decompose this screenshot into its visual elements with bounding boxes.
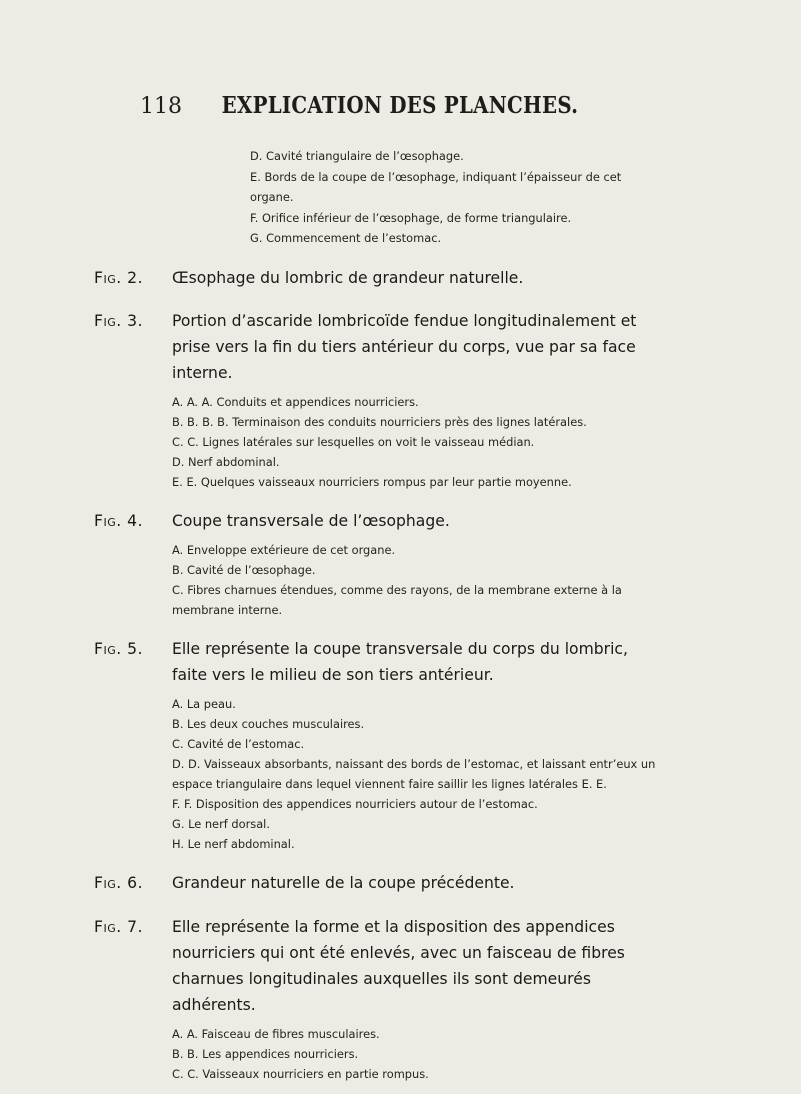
running-title: EXPLICATION DES PLANCHES. [221,92,579,119]
figure-number: 6. [127,873,144,892]
figure-caption: Coupe transversale de l’œsophage. [172,511,450,530]
figure-heading [94,914,662,1018]
legend-item: F. Orifice inférieur de l’œsophage, de forme triangulaire. [250,210,572,225]
figure-caption: Elle représente la coupe transversale du corps du lombric, faite vers le milieu de son tiers antérieur. [172,639,628,684]
figure-label [94,265,172,291]
legend-item: B. B. Les appendices nourriciers. [172,1046,359,1061]
figure-number: 7. [127,917,144,936]
figure-entry [94,914,662,1084]
figure-heading [94,870,662,896]
figure-label-text: Fig. [94,511,122,530]
legend-item: G. Commencement de l’estomac. [250,231,442,245]
figure-heading [94,636,662,688]
figure-label-text: Fig. [94,639,122,658]
figure-heading [94,265,662,291]
figure-label-text: Fig. [94,873,122,892]
figure-number: 2. [127,268,144,287]
legend-item: D. D. Vaisseaux absorbants, naissant des bords de l’estomac, et laissant entr’eux un espace triangulaire dans lequel viennent faire saillir les lignes latérales E. E. [172,756,656,791]
legend-item: E. Bords de la coupe de l’œsophage, indiquant l’épaisseur de cet organe. [250,169,622,204]
figure-entry [94,636,662,854]
figure-number: 3. [127,311,144,330]
figure-number: 4. [127,511,144,530]
legend-list [172,694,662,854]
figure-label-text: Fig. [94,268,122,287]
legend-item: C. Fibres charnues étendues, comme des rayons, de la membrane externe à la membrane interne. [172,582,622,617]
figure-entry [94,870,662,896]
legend-item: A. A. Faisceau de fibres musculaires. [172,1026,380,1041]
figure-entry [94,265,662,291]
figure-label-text: Fig. [94,917,122,936]
figure-caption: Œsophage du lombric de grandeur naturelle. [172,268,524,287]
figure-list [94,265,662,1084]
figure-label [94,508,172,534]
figure-heading [94,308,662,386]
legend-item: F. F. Disposition des appendices nourriciers autour de l’estomac. [172,796,538,811]
legend-list [172,540,662,620]
legend-item: C. C. Lignes latérales sur lesquelles on voit le vaisseau médian. [172,434,535,449]
figure-label [94,870,172,896]
figure-caption: Elle représente la forme et la disposition des appendices nourriciers qui ont été enlevés, avec un faisceau de fibres charnues longitudinales auxquelles ils sont demeurés adhérents. [172,917,625,1014]
figure-label [94,636,172,662]
legend-item: H. Le nerf abdominal. [172,836,295,851]
figure-caption: Grandeur naturelle de la coupe précédente. [172,873,515,892]
legend-item: C. C. Vaisseaux nourriciers en partie rompus. [172,1066,429,1081]
legend-item: A. La peau. [172,696,236,711]
figure-number: 5. [127,639,144,658]
legend-item: D. Nerf abdominal. [172,454,280,469]
legend-list [172,1024,662,1084]
legend-item: D. Cavité triangulaire de l’œsophage. [250,149,464,163]
figure-entry [94,508,662,620]
legend-item: B. Les deux couches musculaires. [172,716,365,731]
legend-item: E. E. Quelques vaisseaux nourriciers rompus par leur partie moyenne. [172,474,572,489]
figure-label [94,914,172,940]
legend-item: C. Cavité de l’estomac. [172,736,305,751]
page-content [94,146,662,1084]
legend-item: G. Le nerf dorsal. [172,816,270,831]
legend-list [172,392,662,492]
figure-heading [94,508,662,534]
legend-item: A. Enveloppe extérieure de cet organe. [172,542,396,557]
page-number: 118 [140,94,182,119]
figure-label [94,308,172,334]
legend-item: B. B. B. B. Terminaison des conduits nourriciers près des lignes latérales. [172,414,587,429]
figure-label-text: Fig. [94,311,122,330]
legend-item: B. Cavité de l’œsophage. [172,562,316,577]
page-header [140,92,660,126]
intro-item-list [250,146,662,249]
figure-caption: Portion d’ascaride lombricoïde fendue longitudinalement et prise vers la fin du tiers antérieur du corps, vue par sa face interne. [172,311,637,382]
figure-entry [94,308,662,492]
legend-item: A. A. A. Conduits et appendices nourriciers. [172,394,419,409]
